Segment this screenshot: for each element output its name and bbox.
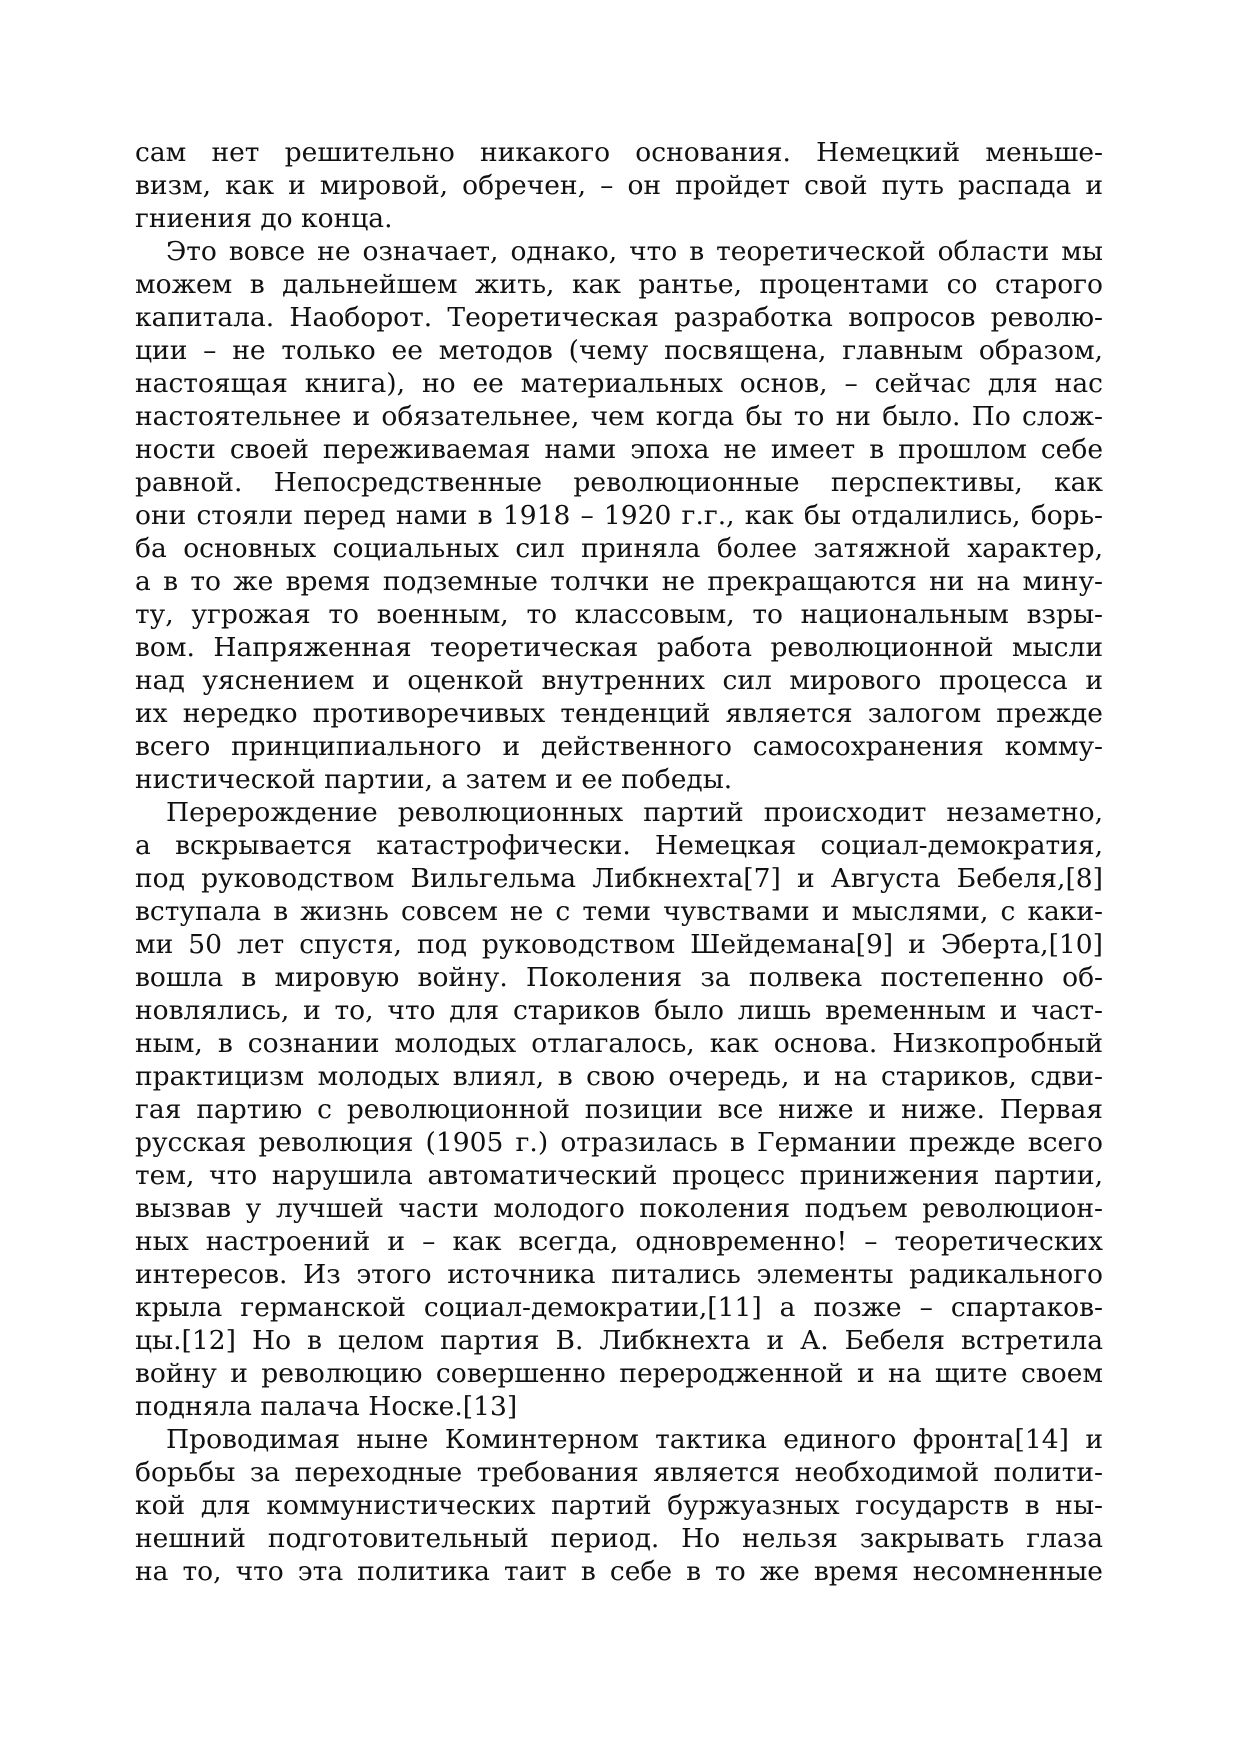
text-line: гая партию с революционной позиции все ниже и ниже. Первая <box>135 1094 1103 1125</box>
text-line: крыла германской социал-демократии,[11] а позже – спартаков- <box>135 1292 1103 1323</box>
text-line: войну и революцию совершенно переродженной и на щите своем <box>135 1358 1103 1389</box>
text-line: их нередко противоречивых тенденций является залогом прежде <box>135 698 1103 729</box>
text-line: вызвав у лучшей части молодого поколения подъем революцион- <box>135 1193 1103 1224</box>
text-line: борьбы за переходные требования является необходимой полити- <box>135 1457 1103 1488</box>
text-line: кой для коммунистических партий буржуазных государств в ны- <box>135 1490 1103 1521</box>
text-line: ным, в сознании молодых отлагалось, как основа. Низкопробный <box>135 1028 1103 1059</box>
text-line: нешний подготовительный период. Но нельзя закрывать глаза <box>135 1523 1103 1554</box>
text-line: над уяснением и оценкой внутренних сил мирового процесса и <box>135 665 1103 696</box>
text-line: визм, как и мировой, обречен, – он пройдет свой путь распада и <box>135 170 1103 201</box>
text-line: Это вовсе не означает, однако, что в теоретической области мы <box>166 236 1103 267</box>
text-line: нистической партии, а затем и ее победы. <box>135 764 733 795</box>
body-text <box>135 136 1103 1588</box>
text-line: вошла в мировую войну. Поколения за полвека постепенно об- <box>135 962 1103 993</box>
text-line: вом. Напряженная теоретическая работа революционной мысли <box>135 632 1103 663</box>
text-line: сам нет решительно никакого основания. Немецкий меньше- <box>135 137 1103 168</box>
paragraph <box>135 1423 1103 1588</box>
text-line: подняла палача Носке.[13] <box>135 1391 518 1422</box>
text-line: интересов. Из этого источника питались элементы радикального <box>135 1259 1103 1290</box>
text-line: ба основных социальных сил приняла более затяжной характер, <box>135 533 1103 564</box>
paragraph <box>135 136 1103 235</box>
text-line: настоятельнее и обязательнее, чем когда бы то ни было. По слож- <box>135 401 1103 432</box>
text-line: под руководством Вильгельма Либкнехта[7] и Августа Бебеля,[8] <box>135 863 1103 894</box>
text-line: а вскрывается катастрофически. Немецкая социал-демократия, <box>135 830 1103 861</box>
paragraph <box>135 796 1103 1423</box>
text-line: на то, что эта политика таит в себе в то же время несомненные <box>135 1556 1103 1587</box>
text-line: ных настроений и – как всегда, одновременно! – теоретических <box>135 1226 1103 1257</box>
text-line: новлялись, и то, что для стариков было лишь временным и част- <box>135 995 1103 1026</box>
text-line: цы.[12] Но в целом партия В. Либкнехта и А. Бебеля встретила <box>135 1325 1103 1356</box>
paragraph <box>135 235 1103 796</box>
text-line: Проводимая ныне Коминтерном тактика единого фронта[14] и <box>166 1424 1103 1455</box>
text-line: русская революция (1905 г.) отразилась в Германии прежде всего <box>135 1127 1103 1158</box>
text-line: тем, что нарушила автоматический процесс принижения партии, <box>135 1160 1103 1191</box>
text-line: практицизм молодых влиял, в свою очередь, и на стариков, сдви- <box>135 1061 1103 1092</box>
text-line: а в то же время подземные толчки не прекращаются ни на мину- <box>135 566 1103 597</box>
text-line: ми 50 лет спустя, под руководством Шейдемана[9] и Эберта,[10] <box>135 929 1103 960</box>
text-line: Перерождение революционных партий происходит незаметно, <box>166 797 1103 828</box>
text-line: ции – не только ее методов (чему посвящена, главным образом, <box>135 335 1103 366</box>
text-line: гниения до конца. <box>135 203 393 234</box>
text-line: можем в дальнейшем жить, как рантье, процентами со старого <box>135 269 1103 300</box>
text-line: настоящая книга), но ее материальных основ, – сейчас для нас <box>135 368 1103 399</box>
text-line: они стояли перед нами в 1918 – 1920 г.г., как бы отдалились, борь- <box>135 500 1103 531</box>
text-line: равной. Непосредственные революционные перспективы, как <box>135 467 1103 498</box>
text-line: ту, угрожая то военным, то классовым, то национальным взры- <box>135 599 1103 630</box>
text-line: всего принципиального и действенного самосохранения комму- <box>135 731 1103 762</box>
text-line: вступала в жизнь совсем не с теми чувствами и мыслями, с каки- <box>135 896 1103 927</box>
text-line: капитала. Наоборот. Теоретическая разработка вопросов револю- <box>135 302 1103 333</box>
text-line: ности своей переживаемая нами эпоха не имеет в прошлом себе <box>135 434 1103 465</box>
